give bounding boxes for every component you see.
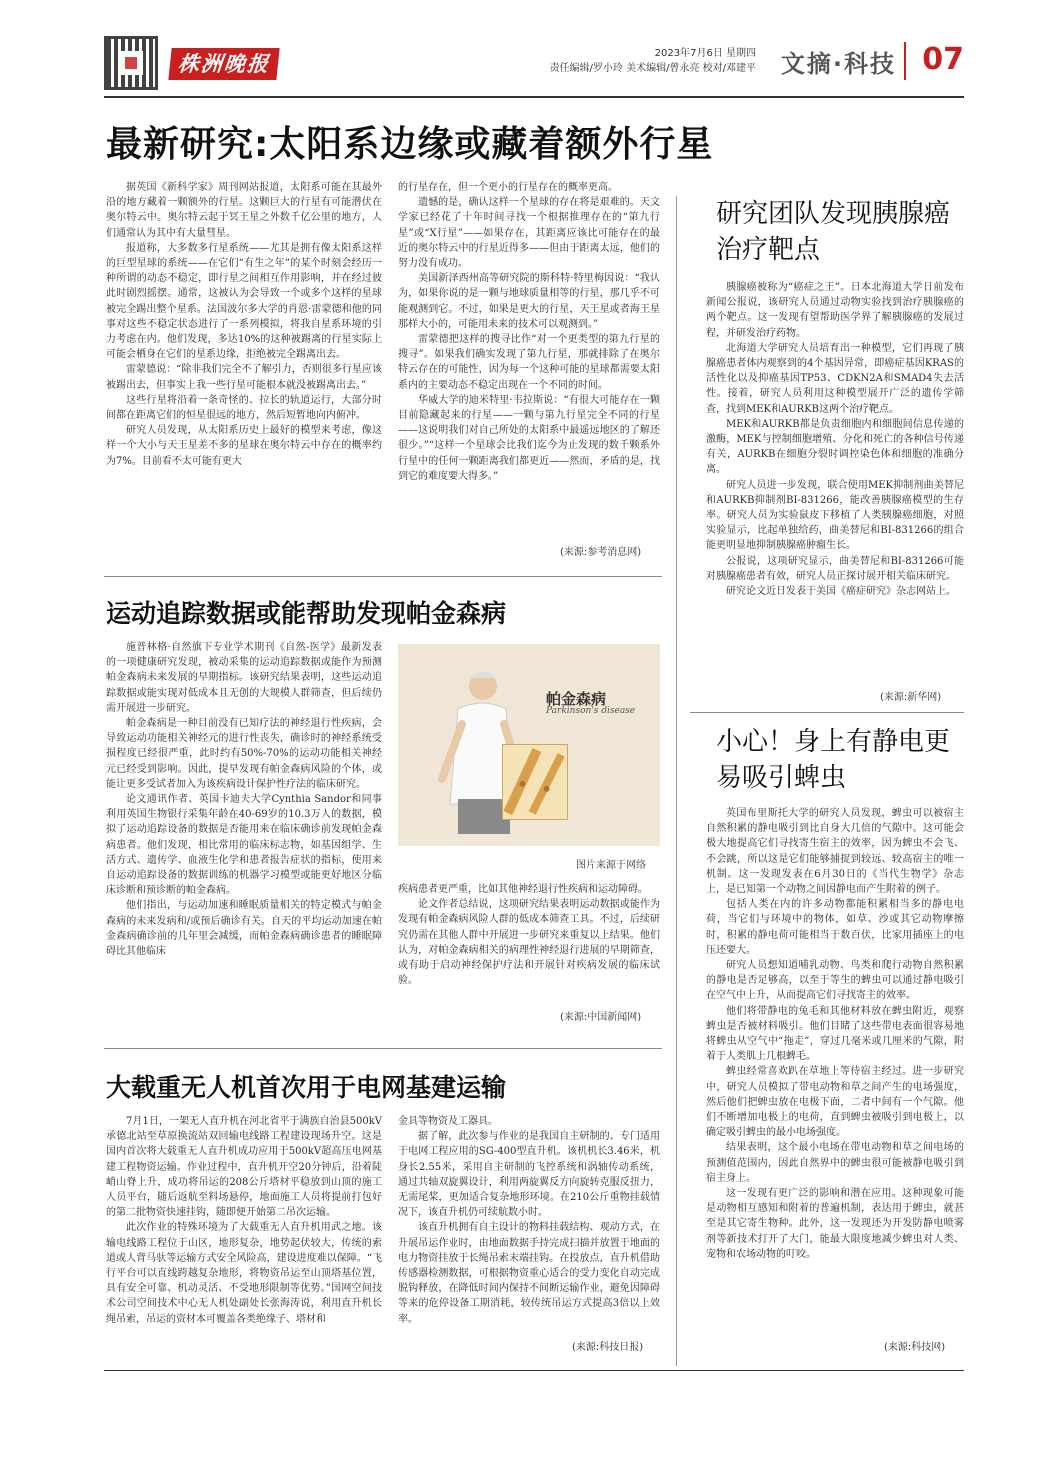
footer-rule — [104, 1370, 964, 1371]
paragraph: 据了解，此次参与作业的是我国自主研制的、专门适用于电网工程应用的SG-400型直升机。该机机长3.46米，机身长2.55米，采用自主研制的飞控系统和涡轴传动系统，通过共轴双旋翼设计，利用两旋翼反方向旋转克服反扭力，无需尾桨，更加适合复杂地形环境。在210公斤重物挂载情况下，该直升机仍可续航数小时。 — [398, 1131, 660, 1219]
date-line: 2023年7月6日 星期四 — [654, 48, 756, 59]
paragraph: 英国布里斯托大学的研究人员发现，蜱虫可以被宿主自然积累的静电吸引到比自身大几倍的气隙中。这可能会极大地提高它们寻找寄生宿主的效率，因为蜱虫不会飞、不会跳，所以这是它们能够捕捉到较远、较高宿主的唯一机制。这一发现发表在6月30日的《当代生物学》杂志上，是已知第一个动物之间因静电而产生附着的例子。 — [706, 808, 964, 896]
article4-source: (来源:新华网) — [880, 692, 942, 703]
paragraph: 美国新泽西州高等研究院的斯科特·特里梅因说：“我认为，如果你说的是一颗与地球质量相等的行星，那几乎不可能观测到它。不过，如果是更大的行星，天王星或者海王星那样大小的，可能用未来的技术可以观测到。” — [398, 273, 660, 330]
image-tag: 帕金森病 — [546, 690, 607, 708]
divider — [690, 712, 964, 713]
paragraph: 该直升机拥有自主设计的物料挂载结构、观动方式，在升展吊运作业时，由地面数据手持完成扫描并放置于地面的电力物资挂放于长绳吊索末端挂钩。在投放点，直升机借助传感器检测数据，可根据物资重心适合的受力变化自动完成脱钩释放，在降低时间内保持不间断运输作业，避免因障碍等来的危停设备工期消耗，较传统吊运方式提高3倍以上效率。 — [398, 1222, 660, 1325]
paragraph: 金具等物资及工器具。 — [398, 1116, 498, 1127]
paragraph: 胰腺癌被称为“癌症之王”。日本北海道大学日前发布新闻公报说，该研究人员通过动物实验找到治疗胰腺癌的两个靶点。这一发现有望帮助医学界了解胰腺癌的发展过程，并研发治疗药物。 — [706, 282, 964, 339]
paragraph: 研究人员想知道哺乳动物、鸟类和爬行动物自然积累的静电是否足够高，以至于等生的蜱虫可以通过静电吸引在空气中上升，从而提高它们寻找寄主的效率。 — [706, 960, 964, 1002]
paragraph: 华威大学的迪米特里·韦拉斯说：“有很大可能存在一颗目前隐藏起来的行星——一颗与第九行星完全不同的行星——这说明我们对自己所处的太阳系中最遥远地区的了解还很少。”“这样一个星球会比我们迄今为止发现的数千颗系外行星中的任何一颗距离我们都更近——然而，矛盾的是，找到它的难度要大得多。” — [398, 394, 660, 482]
masthead — [104, 34, 964, 92]
parkinson-illustration — [398, 644, 660, 846]
paragraph: 遗憾的是，确认这样一个星球的存在将是艰难的。天文学家已经花了十年时间寻找一个根据推理存在的“第九行星”或“X行星”——如果存在，其距离应该比可能存在的最近的奥尔特云中的行星近得多——但由于距离太远，他们的努力没有成功。 — [398, 197, 660, 270]
section-divider — [904, 42, 906, 80]
article4-title: 研究团队发现胰腺癌治疗靶点 — [716, 199, 951, 265]
section-title: 文摘·科技 — [780, 50, 896, 78]
paragraph: 研究论文近日发表于美国《癌症研究》杂志网站上。 — [726, 586, 956, 598]
article1-col1 — [106, 180, 382, 560]
editors-line: 责任编辑/罗小玲 美术编辑/曾永亮 校对/邓建平 — [549, 63, 756, 74]
paragraph: 的行星存在，但一个更小的行星存在的概率更高。 — [398, 182, 618, 193]
paper-logo: 株洲晚报 — [168, 48, 279, 80]
article2-title: 运动追踪数据或能帮助发现帕金森病 — [106, 599, 507, 628]
paragraph: 他们指出，与运动加速和睡眠质量相关的特定模式与帕金森病的未来发病和/或预后确诊有关。自天的平均运动加速在帕金森病确诊前的几年里会减缓，而帕金森病确诊患者的睡眠障碍比其他临床 — [106, 900, 382, 958]
paragraph: 疾病患者更严重，比如其他神经退行性疾病和运动障碍。 — [398, 884, 648, 895]
header-rule — [104, 96, 964, 98]
article1-source: (来源:参考消息网) — [560, 547, 642, 558]
paragraph: 报道称，大多数多行星系统——尤其是拥有像太阳系这样的巨型星球的系统——在它们“有生之年”的某个时刻会经历一种所谓的动态不稳定，即行星之间相互作用影响，并在经过彼此时剧烈摇摆。通常，这被认为会导致一个或多个这样的星球被完全踢出整个星系。法国波尔多大学的肖恩·雷蒙德和他的同事对这些不稳定状态进行了一系列模拟，将我自星系环境的引力考虑在内。他们发现，多达10%的这种被踢离的行星实际上可能会栖身在它们的星系边缘，拒绝被完全踢离出去。 — [106, 242, 382, 361]
paragraph: 北海道大学研究人员培育出一种模型，它们再现了胰腺癌患者体内观察到的4个基因异常，即癌症基因KRAS的活性化以及抑癌基因TP53、CDKN2A和SMAD4失去活性。接着，研究人员利用这种模型展开广泛的遗传学筛查，找到MEK和AURKB这两个治疗靶点。 — [706, 342, 964, 415]
article5-source: (来源:科技网) — [884, 1342, 946, 1353]
paragraph: 蜱虫经常喜欢趴在草地上等待宿主经过。进一步研究中，研究人员模拟了带电动物和草之间产生的电场强度，然后他们把蜱虫放在电极下面，二者中间有一个气隙。他们不断增加电极上的电荷，直到蜱虫被吸引到电极上，以确定吸引蜱虫的最小电场强度。 — [706, 1066, 964, 1139]
paragraph: 雷蒙德把这样的搜寻比作“对一个更类型的第九行星的搜寻”。如果我们确实发现了第九行星，那就排除了在奥尔特云存在的可能性，因为每一个这种可能的星球都需要太阳系内的主要动态不稳定出现在一个不同的时间。 — [398, 334, 660, 391]
paragraph: 论文通讯作者、英国卡迪夫大学Cynthia Sandor和同事利用英国生物银行采集年龄在40-69岁的10.3万人的数据，模拟了运动追踪设备的数据是否能用来在临床确诊前发现帕金森病患者。他们发现，相比常用的临床标志物，如基因组学、生活方式、遗传学、血液生化学和患者报告症状的指标，使用来自运动追踪设备的数据训练的机器学习模型或能更好地区分临床诊断和预诊断的帕金森病。 — [106, 794, 382, 897]
article3-col1 — [106, 1114, 382, 1336]
image-caption: 图片来源于网络 — [576, 860, 646, 871]
article3-col2 — [398, 1114, 660, 1325]
neuron-inset — [502, 744, 568, 820]
qr-code-icon[interactable] — [104, 36, 158, 90]
date-editors — [550, 46, 756, 76]
divider — [104, 576, 662, 577]
paragraph: 雷蒙德说：“除非我们完全不了解引力，否则很多行星应该被踢出去，但事实上我一些行星可能根本就没被踢离出去。” — [106, 364, 382, 391]
paragraph: 论文作者总结说，这项研究结果表明运动数据或能作为发现有帕金森病风险人群的低成本筛查工具。不过，后续研究仍需在其他人群中开展进一步研究来重复以上结果。他们认为，对帕金森病相关的病理性神经退行进展的早期筛查，或有助于启动神经保护疗法和开展针对疾病发展的临床试验。 — [398, 899, 660, 987]
article4-body — [706, 280, 964, 684]
paragraph: 这些行星将沿着一条奇怪的、拉长的轨道运行，大部分时间都在距离它们的恒星很远的地方，然后短暂地向内俯冲。 — [106, 394, 382, 422]
paragraph: 7月1日，一架无人直升机在河北省平于满族自治县500kV承德北站至草原换流站双回输电线路工程建设现场升空。这是国内首次将大载重无人直升机成功应用于500kV超高压电网基建工程物资运输。作业过程中，直升机开空20分钟后，沿着陡峭山脊上升，成功将吊运的208公斤塔材平稳放到山顶的施工人员平台，随后返航至料场悬停，地面施工人员将提前打包好的第二批物资快速挂钩，随即便开始第二吊次运输。 — [106, 1116, 382, 1219]
paragraph: 包括人类在内的许多动物都能积累相当多的静电电荷，当它们与环境中的物体，如草、沙或其它动物摩擦时，积累的静电荷可能相当于数百伏，比家用插座上的电压还要大。 — [706, 899, 964, 956]
paragraph: 公报说，这项研究显示，曲美替尼和BI-831266可能对胰腺癌患者有效，研究人员正探讨展开相关临床研究。 — [706, 555, 964, 582]
paragraph: 此次作业的特殊环境为了大载重无人直升机用武之地。该输电线路工程位于山区，地形复杂，地势起伏较大，传统的索道或人背马驮等运输方式安全风险高，建设进度难以保障。“飞行平台可以直线跨越复杂地形，将物资吊运至山顶塔基位置，具有安全可靠、机动灵活、不受地形限制等优势。”国网空间技术公司空间技术中心无人机处副处长张海涛说，利用直升机长绳吊索，吊运的资材本可覆盖各类绝缘子、塔材和 — [106, 1222, 382, 1325]
paragraph: 研究人员发现，从太阳系历史上最好的模型来考虑，像这样一个大小与天王星差不多的星球在奥尔特云中存在的概率约为7%。目前看不太可能有更大 — [106, 425, 382, 467]
article2-source: (来源:中国新闻网) — [560, 1012, 642, 1023]
article3-source: (来源:科技日报) — [572, 1342, 644, 1353]
article1-col2 — [398, 180, 660, 542]
article2-col1 — [106, 640, 382, 1030]
article5-title: 小心！身上有静电更易吸引蜱虫 — [716, 727, 951, 793]
paragraph: 据英国《新科学家》周刊网站报道，太阳系可能在其最外沿的地方藏着一颗额外的行星。这颗巨大的行星有可能潜伏在奥尔特云中。奥尔特云起于冥王星之外数千亿公里的地方，人们通常认为其中有大量彗星。 — [106, 182, 382, 239]
paragraph: 结果表明，这个最小电场在带电动物和草之间电场的预测值范围内，因此自然界中的蜱虫很可能被静电吸引到宿主身上。 — [706, 1142, 964, 1184]
paragraph: 施普林格·自然旗下专业学术期刊《自然-医学》最新发表的一项健康研究发现，被动采集的运动追踪数据或能作为预测帕金森病未来发展的早期指标。该研究结果表明，这些运动追踪数据或能实现对低成本且无创的大规模人群筛查，但后续仍需开展进一步研究。 — [106, 642, 382, 714]
paragraph: 帕金森病是一种目前没有已知疗法的神经退行性疾病，会导致运动功能相关神经元的进行性丧失，确诊时的神经系统受损程度已经很严重，此时约有50%-70%的运动功能相关神经元已经受到影响。因此，提早发现有帕金森病风险的个体，或能让更多受试者加入为该疾病设计保护性疗法的临床研究。 — [106, 718, 382, 790]
page-number: 07 — [922, 42, 964, 77]
paragraph: 这一发现有更广泛的影响和潜在应用。这种现象可能是动物相互感知和附着的普遍机制，表达用于蜱虫，就甚至是其它寄生物种。此外，这一发现还为开发防静电喷雾剂等新技术打开了大门，能最大限度地减少蜱虫对人类、宠物和农场动物的叮咬。 — [706, 1188, 964, 1260]
article2-col2 — [398, 882, 660, 1008]
article3-title: 大载重无人机首次用于电网基建运输 — [106, 1073, 507, 1102]
paragraph: MEK和AURKB都是负责细胞内和细胞间信息传递的激酶，MEK与控制细胞增殖、分化和死亡的各种信号传递有关，AURKB在细胞分裂时调控染色体和细胞的准确分离。 — [706, 418, 964, 476]
divider — [104, 1048, 662, 1049]
paragraph: 他们将带静电的兔毛和其他材料放在蜱虫附近，观察蜱虫是否被材料吸引。他们目睹了这些带电表面很容易地将蜱虫从空气中“拖走”，穿过几毫米或几厘米的气隙，附着于人类肌上几根蜱毛。 — [706, 1005, 964, 1063]
image-tag-en: Parkinson's disease — [546, 706, 636, 716]
column-divider — [676, 196, 677, 1366]
article1-title: 最新研究:太阳系边缘或藏着额外行星 — [106, 124, 714, 165]
article5-body — [706, 806, 964, 1320]
paragraph: 研究人员进一步发现，联合使用MEK抑制剂曲美替尼和AURKB抑制剂BI-831266，能改善胰腺癌模型的生存率。研究人员为实验鼠皮下移植了人类胰腺癌细胞，对照实验显示，比起单独给药，曲美替尼和BI-831266的组合能更明显地抑制胰腺癌肿瘤生长。 — [706, 479, 964, 552]
